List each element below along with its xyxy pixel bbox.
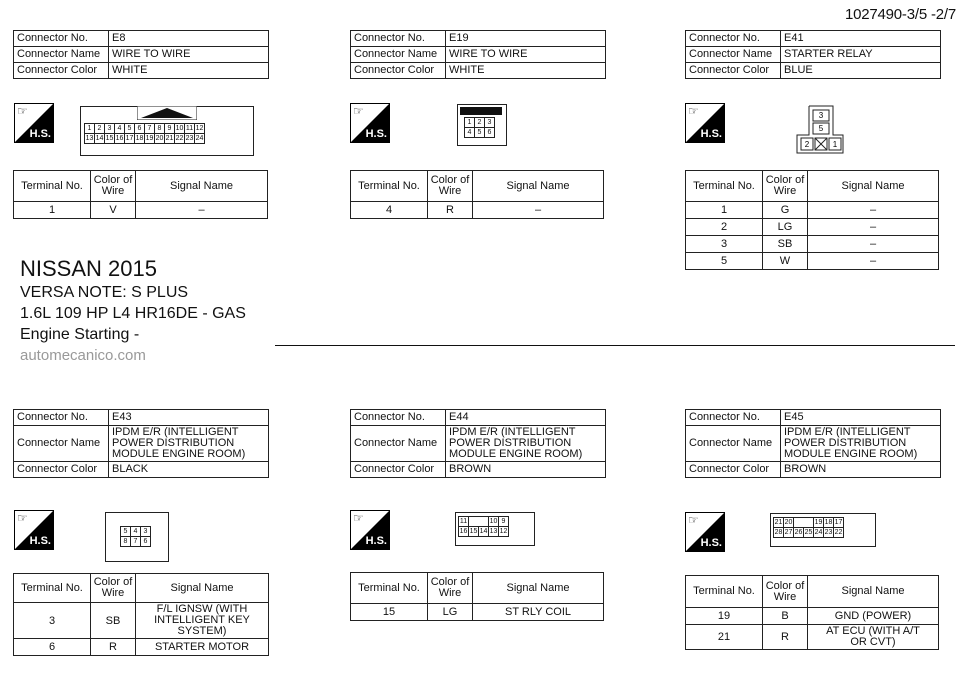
header-color-of-wire: Color of Wire <box>91 171 136 202</box>
connector-face-e41 <box>795 105 847 155</box>
vehicle-make-year: NISSAN 2015 <box>20 256 157 281</box>
pin-cell: 19 <box>145 135 154 142</box>
pin-cell: 8 <box>121 537 131 547</box>
table-row: 1 G – <box>686 202 939 219</box>
site-watermark: automecanico.com <box>20 347 146 364</box>
connector-key-slot <box>469 517 489 527</box>
pin-cell: 8 <box>155 124 165 134</box>
pin-cell: 6 <box>485 128 495 138</box>
vehicle-title-block <box>20 256 246 364</box>
pin-cell: 22 <box>175 135 184 142</box>
pin-cell: 3 <box>485 118 495 128</box>
pin-cell: 15 <box>469 528 478 535</box>
pin-cell: 7 <box>131 537 141 547</box>
svg-text:1: 1 <box>832 140 838 149</box>
pin-cell: 3 <box>141 527 151 537</box>
harness-side-icon: ☞ H.S. <box>350 510 390 550</box>
terminal-table-e19: Terminal No. Color of Wire Signal Name 4 R – <box>350 170 604 219</box>
lock-tab-icon <box>137 106 197 120</box>
svg-text:2: 2 <box>804 140 810 149</box>
harness-side-icon: ☞ H.S. <box>350 103 390 143</box>
table-row: 6 R STARTER MOTOR <box>14 639 269 656</box>
svg-text:5: 5 <box>818 124 824 133</box>
pin-cell: 17 <box>125 135 134 142</box>
table-row: 5 W – <box>686 253 939 270</box>
connector-face-e8 <box>80 106 254 156</box>
pin-cell: 2 <box>475 118 485 128</box>
connector-face-e45 <box>770 513 876 547</box>
pin-cell: 23 <box>185 135 194 142</box>
pin-cell: 19 <box>814 519 823 526</box>
terminal-table-e41: Terminal No. Color of Wire Signal Name 1 G – 2 LG – 3 SB – 5 W – <box>685 170 939 270</box>
table-row: 21 R AT ECU (WITH A/T OR CVT) <box>686 625 939 650</box>
pin-cell: 23 <box>824 529 833 536</box>
pin-cell: 21 <box>774 519 783 526</box>
pin-cell: 1 <box>465 118 475 128</box>
table-row: 2 LG – <box>686 219 939 236</box>
pin-cell: 11 <box>185 125 194 132</box>
connector-info-e41: Connector No. E41 Connector Name STARTER RELAY Connector Color BLUE <box>685 30 941 79</box>
connector-face-e19 <box>457 104 507 146</box>
pin-cell: 21 <box>165 135 174 142</box>
connector-face-e43 <box>105 512 169 562</box>
pin-cell: 6 <box>135 124 145 134</box>
pin-cell: 24 <box>814 529 823 536</box>
pin-grid <box>773 517 844 538</box>
pin-cell: 16 <box>115 135 124 142</box>
pin-cell: 20 <box>155 135 164 142</box>
vehicle-engine: 1.6L 109 HP L4 HR16DE - GAS <box>20 305 246 322</box>
header-terminal-no: Terminal No. <box>14 171 91 202</box>
connector-color-value: WHITE <box>109 63 269 79</box>
connector-info-e44: Connector No. E44 Connector Name IPDM E/R (INTELLIGENT POWER DISTRIBUTION MODULE ENGINE ROOM) Connector Color BROWN <box>350 409 606 478</box>
pin-cell: 2 <box>95 124 105 134</box>
harness-side-icon: ☞ H.S. <box>14 103 54 143</box>
pin-cell: 28 <box>774 529 783 536</box>
pin-cell: 9 <box>165 124 175 134</box>
pin-cell: 18 <box>824 519 833 526</box>
vehicle-model: VERSA NOTE: S PLUS <box>20 284 189 301</box>
pin-cell: 10 <box>489 518 498 525</box>
pin-cell: 15 <box>105 135 114 142</box>
pin-cell: 10 <box>175 125 184 132</box>
divider <box>275 345 955 346</box>
pin-cell: 14 <box>95 135 104 142</box>
table-row: 3 SB F/L IGNSW (WITH INTELLIGENT KEY SYSTEM) <box>14 603 269 639</box>
pin-cell: 17 <box>834 519 843 526</box>
pin-grid <box>84 123 205 144</box>
pin-grid <box>464 117 495 138</box>
label-connector-color: Connector Color <box>14 63 109 79</box>
lock-tab-icon <box>460 107 502 115</box>
pin-cell: 5 <box>125 124 135 134</box>
section-title: Engine Starting - <box>20 326 140 343</box>
harness-side-icon: ☞ H.S. <box>14 510 54 550</box>
table-row: 1 V – <box>14 202 268 219</box>
pin-cell: 5 <box>121 527 131 537</box>
pin-cell: 4 <box>115 124 125 134</box>
pin-cell: 18 <box>135 135 144 142</box>
page-id: 1027490-3/5 -2/7 <box>844 6 956 23</box>
pin-cell: 11 <box>459 518 468 525</box>
pin-cell: 26 <box>794 529 803 536</box>
pin-cell: 12 <box>195 125 204 132</box>
connector-info-e43: Connector No. E43 Connector Name IPDM E/R (INTELLIGENT POWER DISTRIBUTION MODULE ENGINE ROOM) Connector Color BLACK <box>13 409 269 478</box>
pin-cell: 6 <box>141 537 151 547</box>
connector-face-e44 <box>455 512 535 546</box>
pin-cell: 24 <box>195 135 204 142</box>
label-connector-no: Connector No. <box>14 31 109 47</box>
connector-name-value: WIRE TO WIRE <box>109 47 269 63</box>
pin-cell: 12 <box>499 528 508 535</box>
pin-grid <box>120 526 151 547</box>
connector-key-slot <box>794 518 814 528</box>
connector-no-value: E8 <box>109 31 269 47</box>
terminal-table-e43: Terminal No. Color of Wire Signal Name 3 SB F/L IGNSW (WITH INTELLIGENT KEY SYSTEM) 6 R STARTER MOTOR <box>13 573 269 656</box>
terminal-table-e44: Terminal No. Color of Wire Signal Name 15 LG ST RLY COIL <box>350 572 604 621</box>
pin-cell: 5 <box>475 128 485 138</box>
harness-side-icon: ☞ H.S. <box>685 103 725 143</box>
label-connector-name: Connector Name <box>14 47 109 63</box>
terminal-table-e8 <box>13 170 268 219</box>
svg-text:3: 3 <box>818 111 824 120</box>
pin-cell: 16 <box>459 528 468 535</box>
pin-cell: 20 <box>784 519 793 526</box>
pin-cell: 25 <box>804 529 813 536</box>
connector-info-e45: Connector No. E45 Connector Name IPDM E/R (INTELLIGENT POWER DISTRIBUTION MODULE ENGINE ROOM) Connector Color BROWN <box>685 409 941 478</box>
pin-cell: 13 <box>489 528 498 535</box>
connector-info-e8 <box>13 30 269 79</box>
terminal-table-e45: Terminal No. Color of Wire Signal Name 19 B GND (POWER) 21 R AT ECU (WITH A/T OR CVT) <box>685 575 939 650</box>
pin-cell: 7 <box>145 124 155 134</box>
pin-grid <box>458 516 509 537</box>
pin-cell: 27 <box>784 529 793 536</box>
header-signal-name: Signal Name <box>136 171 268 202</box>
connector-info-e19: Connector No. E19 Connector Name WIRE TO WIRE Connector Color WHITE <box>350 30 606 79</box>
table-row: 19 B GND (POWER) <box>686 608 939 625</box>
pin-cell: 14 <box>479 528 488 535</box>
pin-cell: 1 <box>85 124 95 134</box>
table-row: 4 R – <box>351 202 604 219</box>
pin-cell: 4 <box>465 128 475 138</box>
pin-cell: 3 <box>105 124 115 134</box>
table-row: 15 LG ST RLY COIL <box>351 604 604 621</box>
pin-cell: 9 <box>499 517 509 527</box>
harness-side-icon: ☞ H.S. <box>685 512 725 552</box>
pin-cell: 22 <box>834 529 843 536</box>
pin-cell: 13 <box>85 135 94 142</box>
pin-cell: 4 <box>131 527 141 537</box>
table-row: 3 SB – <box>686 236 939 253</box>
